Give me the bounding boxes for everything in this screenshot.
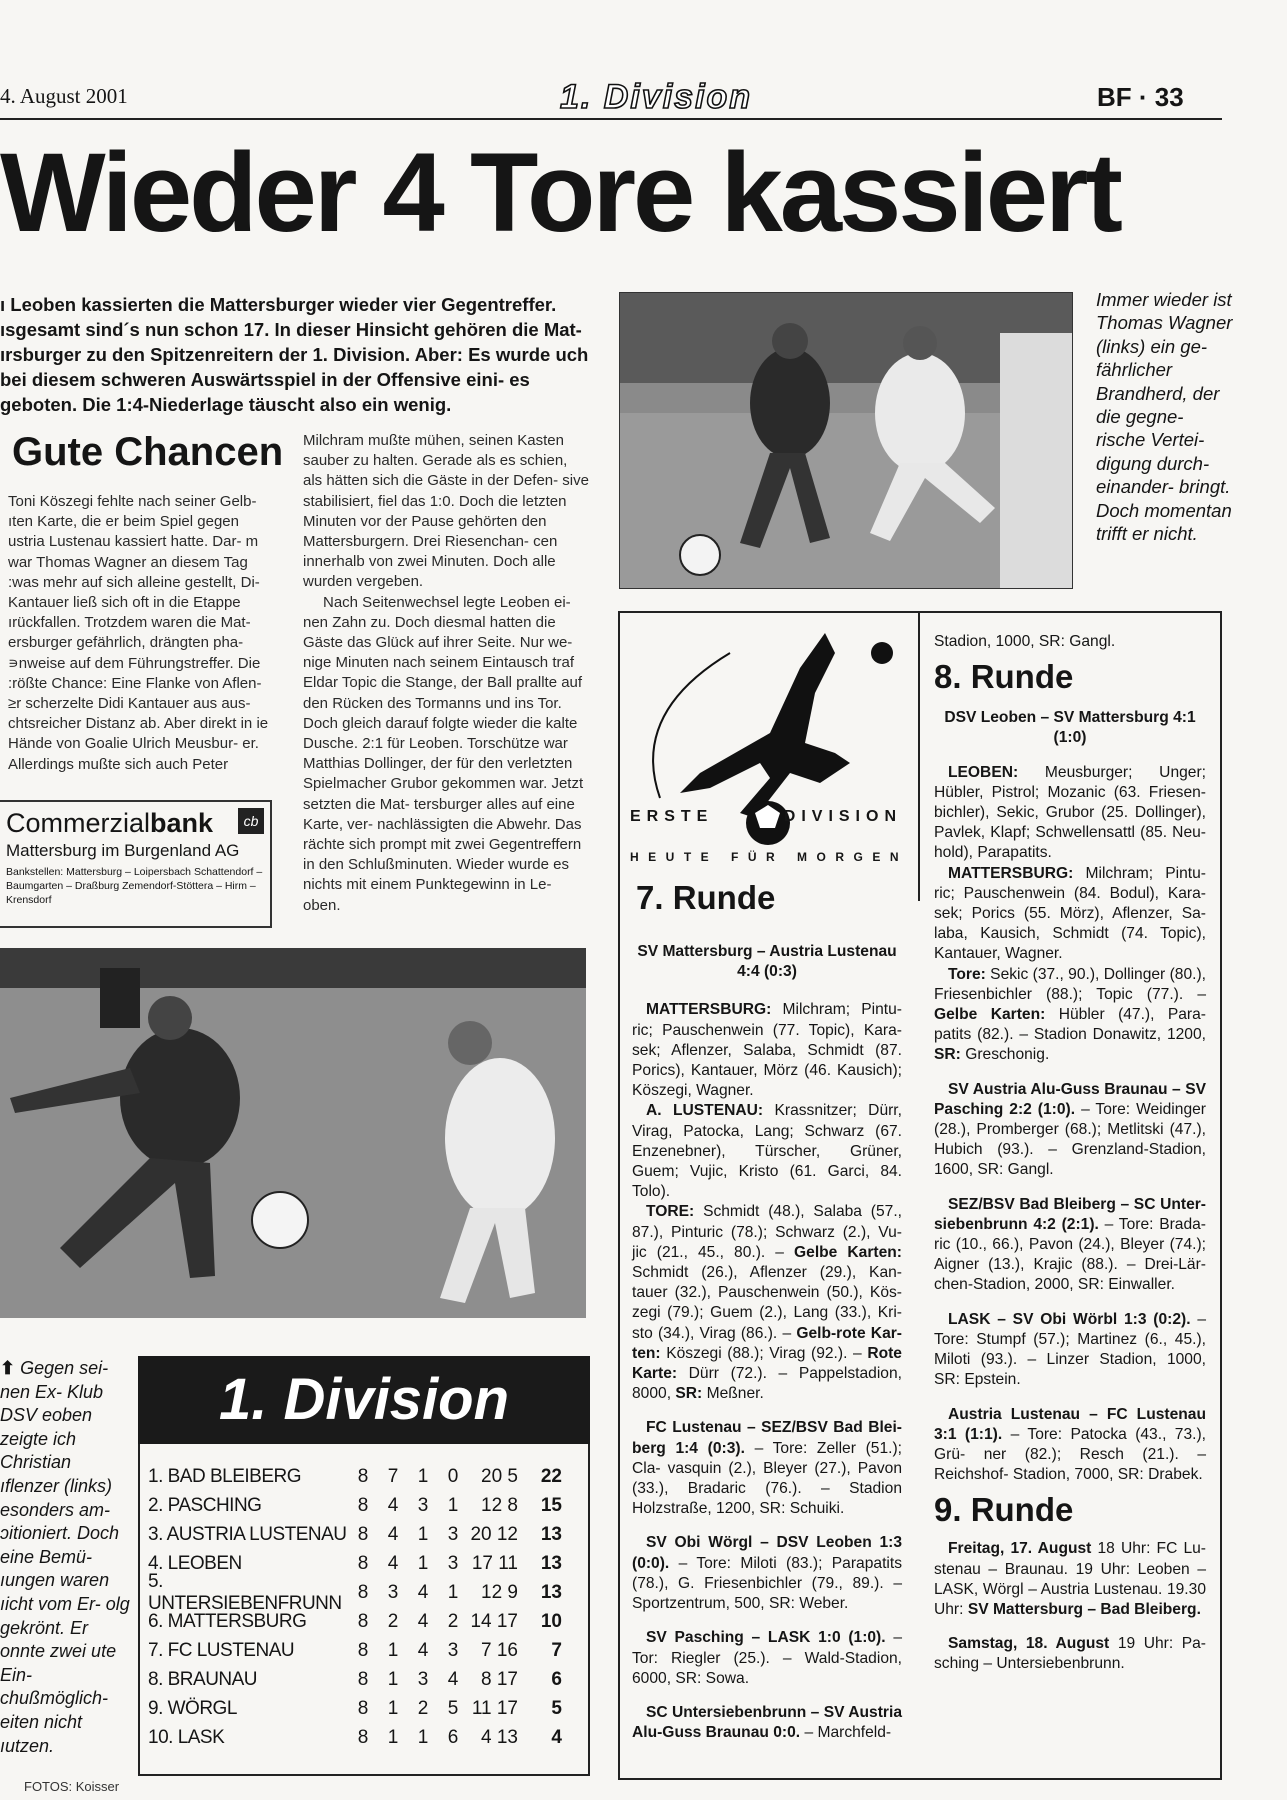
photo-caption-top: Immer wieder ist Thomas Wagner (links) ein ge- fährlicher Brandherd, der die gegne- rische Vertei- digung durch- einander- bringt. Doch momentan trifft er nicht. bbox=[1096, 289, 1233, 545]
match-title: SV Mattersburg – Austria Lustenau 4:4 (0:3) bbox=[637, 943, 897, 981]
goals: 4 13 bbox=[481, 1726, 518, 1748]
losses: 4 bbox=[447, 1668, 459, 1690]
bank-branches: Bankstellen: Mattersburg – Loipersbach Schattendorf – Baumgarten – Draßburg Zemendorf-Stöttera – Hirm – Krensdorf bbox=[6, 866, 263, 906]
team-name: 7. FC LUSTENAU bbox=[148, 1639, 295, 1661]
draws: 3 bbox=[417, 1668, 429, 1690]
round8-title: 8. Runde bbox=[934, 658, 1074, 696]
table-row bbox=[138, 1570, 590, 1614]
match-report: LEOBEN: Meusburger; Unger; Hübler, Pistrol; Mozanic (63. Friesen- bichler), Sekic, Grubor (25. Dollinger), Pavlek, Klapf; Schwellensattl (85. Neu- hold), Parapatits. bbox=[934, 763, 1206, 862]
games-played: 8 bbox=[357, 1668, 369, 1690]
draws: 1 bbox=[417, 1726, 429, 1748]
wins: 3 bbox=[387, 1581, 399, 1603]
goals: 8 17 bbox=[481, 1668, 518, 1690]
losses: 3 bbox=[447, 1523, 459, 1545]
article-paragraph: Toni Köszegi fehlte nach seiner Gelb- ıten Karte, die er beim Spiel gegen ustria Lustenau kassiert hatte. Dar- m war Thomas Wagner an diesem Tag :was mehr auf sich alleine gestellt, Di- Kantauer ließ sich oft in die Etappe ırückfallen. Trotzdem waren die Mat- ersburger gefährlich, drängten pha- ∍nweise auf dem Führungstreffer. Die :rößte Chance: Eine Flanke von Aflen- ≥r scherzelte Didi Kantauer aus aus- chtsreicher Distanz ab. Aber direkt in ie Hände von Goalie Ulrich Meusbur- er. Allerdings mußte sich auch Peter bbox=[8, 493, 269, 773]
page-number: BF · 33 bbox=[1097, 82, 1184, 112]
goals: 14 17 bbox=[470, 1610, 518, 1632]
games-played: 8 bbox=[357, 1610, 369, 1632]
match-report: Tore: Sekic (37., 90.), Dollinger (80.), Friesenbichler (88.); Topic (77.). – Gelbe Karten: Hübler (47.), Para- patits (82.). – Stadion Donawitz, 1200, SR: Greschonig. bbox=[934, 965, 1206, 1064]
wins: 1 bbox=[387, 1668, 399, 1690]
headline: Wieder 4 Tore kassiert bbox=[0, 130, 1120, 255]
points: 13 bbox=[540, 1523, 562, 1545]
round8-results bbox=[934, 632, 1206, 1675]
table-row bbox=[138, 1491, 590, 1520]
losses: 1 bbox=[447, 1581, 459, 1603]
points: 13 bbox=[540, 1552, 562, 1574]
photo-caption-bottom: ⬆ Gegen sei- nen Ex- Klub DSV eoben zeigte ich Christian ıflenzer (links) esonders am- ɔitioniert. Doch eine Bemü- ıungen waren ıicht vom Er- olg gekrönt. Er onnte zwei ute Ein- chußmöglich- eiten nicht ıutzen. bbox=[0, 1358, 130, 1756]
losses: 0 bbox=[447, 1465, 459, 1487]
standings-table bbox=[138, 1462, 590, 1752]
points: 10 bbox=[540, 1610, 562, 1632]
draws: 4 bbox=[417, 1639, 429, 1661]
games-played: 8 bbox=[357, 1523, 369, 1545]
match-report: SEZ/BSV Bad Bleiberg – SC Unter- siebenbrunn 4:2 (2:1). – Tore: Brada- ric (10., 66.), Pavon (24.), Bleyer (74.); Aigner (13.), Krajic (88.). – Drei-Lär- chen-Stadion, 2000, SR: Einwaller. bbox=[934, 1195, 1207, 1294]
logo-wordmark: ERSTE DIVISION bbox=[630, 808, 902, 825]
arrow-up-icon: ⬆ bbox=[0, 1358, 21, 1378]
results-divider bbox=[918, 611, 920, 901]
table-row bbox=[138, 1723, 590, 1752]
losses: 6 bbox=[447, 1726, 459, 1748]
match-report: LASK – SV Obi Wörbl 1:3 (0:2). – Tore: Stumpf (57.); Martinez (6., 45.), Miloti (93.). – Linzer Stadion, 1000, SR: Epstein. bbox=[934, 1310, 1206, 1389]
draws: 3 bbox=[417, 1494, 429, 1516]
points: 6 bbox=[551, 1668, 562, 1690]
points: 4 bbox=[551, 1726, 562, 1748]
fixtures: Freitag, 17. August 18 Uhr: FC Lu- stenau – Braunau. 19 Uhr: Leoben – LASK, Wörgl – Austria Lustenau. 19.30 Uhr: SV Mattersburg – Bad Bleiberg. bbox=[934, 1540, 1206, 1618]
bank-advertisement bbox=[0, 800, 272, 928]
team-name: 9. WÖRGL bbox=[148, 1697, 237, 1719]
games-played: 8 bbox=[357, 1581, 369, 1603]
games-played: 8 bbox=[357, 1726, 369, 1748]
round7-results bbox=[632, 942, 902, 1743]
fixtures: Samstag, 18. August 19 Uhr: Pa- sching – Untersiebenbrunn. bbox=[934, 1635, 1206, 1673]
goals: 20 5 bbox=[481, 1465, 518, 1487]
team-name: 3. AUSTRIA LUSTENAU bbox=[148, 1523, 347, 1545]
points: 7 bbox=[551, 1639, 562, 1661]
goals: 12 9 bbox=[481, 1581, 518, 1603]
table-row bbox=[138, 1607, 590, 1636]
wins: 4 bbox=[387, 1523, 399, 1545]
draws: 2 bbox=[417, 1697, 429, 1719]
points: 13 bbox=[540, 1581, 562, 1603]
table-row bbox=[138, 1694, 590, 1723]
team-name: 6. MATTERSBURG bbox=[148, 1610, 307, 1632]
wins: 1 bbox=[387, 1639, 399, 1661]
wins: 7 bbox=[387, 1465, 399, 1487]
match-report: A. LUSTENAU: Krassnitzer; Dürr, Virag, Patocka, Lang; Schwarz (67. Enzenebner), Türscher, Grüner, Guem; Vujic, Kristo (61. Garci, 84. Tolo). bbox=[632, 1102, 902, 1201]
team-name: 2. PASCHING bbox=[148, 1494, 262, 1516]
match-report: SV Obi Wörgl – DSV Leoben 1:3 (0:0). – Tore: Miloti (83.); Parapatits (78.), G. Friesenbichler (79., 89.). – Sportzentrum, 500, SR: Weber. bbox=[632, 1534, 902, 1613]
team-name: 1. BAD BLEIBERG bbox=[148, 1465, 302, 1487]
section-title: 1. Division bbox=[560, 78, 753, 116]
match-report: SV Pasching – LASK 1:0 (1:0). – Tor: Riegler (25.). – Wald-Stadion, 6000, SR: Sowa. bbox=[632, 1629, 902, 1687]
draws: 4 bbox=[417, 1581, 429, 1603]
losses: 2 bbox=[447, 1610, 459, 1632]
wins: 1 bbox=[387, 1726, 399, 1748]
match-report: SC Untersiebenbrunn – SV Austria Alu-Guss Braunau 0:0. – Marchfeld- bbox=[632, 1703, 902, 1742]
division-banner: 1. Division bbox=[138, 1356, 590, 1444]
points: 15 bbox=[540, 1494, 562, 1516]
erste-division-logo bbox=[620, 613, 917, 869]
round9-title: 9. Runde bbox=[934, 1491, 1074, 1529]
wins: 4 bbox=[387, 1494, 399, 1516]
team-name: 5. UNTERSIEBENFRUNN bbox=[148, 1570, 342, 1614]
header-rule bbox=[0, 118, 1222, 120]
team-name: 8. BRAUNAU bbox=[148, 1668, 258, 1690]
match-report: Austria Lustenau – FC Lustenau 3:1 (1:1). – Tore: Patocka (43., 73.), Grü- ner (82.); Resch (21.). – Reichshof- Stadion, 7000, SR: Drabek. bbox=[934, 1405, 1206, 1484]
logo-slogan: HEUTE FÜR MORGEN bbox=[630, 850, 908, 864]
points: 22 bbox=[540, 1465, 562, 1487]
bank-location: Mattersburg im Burgenland AG bbox=[6, 841, 240, 860]
table-row bbox=[138, 1665, 590, 1694]
games-played: 8 bbox=[357, 1552, 369, 1574]
subheading: Gute Chancen bbox=[12, 430, 284, 474]
match-photo-bottom bbox=[0, 948, 586, 1318]
table-row bbox=[138, 1636, 590, 1665]
match-report: MATTERSBURG: Milchram; Pintu- ric; Pauschenwein (84. Bodul), Kara- sek; Porics (55. Mörz), Aflenzer, Sa- laba, Kausich, Schmidt (74. Topic), Kantauer, Wagner. bbox=[934, 864, 1206, 963]
draws: 1 bbox=[417, 1523, 429, 1545]
goals: 20 12 bbox=[470, 1523, 518, 1545]
match-report: MATTERSBURG: Milchram; Pintu- ric; Pauschenwein (77. Topic), Kara- sek; Aflenzer, Salaba, Schmidt (87. Porics), Kantauer, Mörz (46. Kausich); Köszegi, Wagner. bbox=[632, 1001, 902, 1100]
article-column-2 bbox=[303, 431, 589, 916]
lead-paragraph: ı Leoben kassierten die Mattersburger wieder vier Gegentreffer. ısgesamt sind´s nun schon 17. In dieser Hinsicht gehören die Mat- ırsburger zu den Spitzenreitern der 1. Division. Aber: Es wurde uch bei diesem schweren Auswärtsspiel in der Offensive eini- es geboten. Die 1:4-Niederlage täuscht also ein wenig. bbox=[0, 294, 589, 415]
goals: 12 8 bbox=[481, 1494, 518, 1516]
games-played: 8 bbox=[357, 1639, 369, 1661]
article-paragraph: Nach Seitenwechsel legte Leoben ei- nen Zahn zu. Doch diesmal hatten die Gäste das Glück auf ihrer Seite. Nur we- nige Minuten nach seinem Eintausch traf Eldar Topic die Stange, der Ball prallte auf den Rücken des Tormanns und ins Tor. Doch gleich darauf folgte wieder die kalte Dusche. 2:1 für Leoben. Torschütze war Matthias Dollinger, der für den verletzten Spielmacher Grubor gekommen war. Jetzt setzten die Mat- tersburger alles auf eine Karte, ver- nachlässigten die Abwehr. Das rächte sich prompt mit zwei Gegentreffern in den Schlußminuten. Wieder wurde es nichts mit einem Punktegewinn in Le- oben. bbox=[303, 593, 584, 914]
games-played: 8 bbox=[357, 1697, 369, 1719]
games-played: 8 bbox=[357, 1494, 369, 1516]
table-row bbox=[138, 1520, 590, 1549]
photo-credit: FOTOS: Koisser bbox=[24, 1779, 120, 1794]
losses: 5 bbox=[447, 1697, 459, 1719]
losses: 3 bbox=[447, 1639, 459, 1661]
team-name: 4. LEOBEN bbox=[148, 1552, 242, 1574]
goals: 11 17 bbox=[471, 1697, 518, 1719]
table-row bbox=[138, 1462, 590, 1491]
wins: 4 bbox=[387, 1552, 399, 1574]
round7-title: 7. Runde bbox=[636, 879, 776, 916]
match-title: DSV Leoben – SV Mattersburg 4:1 (1:0) bbox=[944, 709, 1196, 747]
draws: 4 bbox=[417, 1610, 429, 1632]
team-name: 10. LASK bbox=[148, 1726, 225, 1748]
bank-brand: Commerzialbank bbox=[6, 808, 214, 838]
goals: 7 16 bbox=[481, 1639, 518, 1661]
games-played: 8 bbox=[357, 1465, 369, 1487]
bank-logo-icon: cb bbox=[238, 808, 264, 834]
match-report: TORE: Schmidt (48.), Salaba (57., 87.), Pinturic (78.); Schwarz (2.), Vu- jic (21., 45., 80.). – Gelbe Karten: Schmidt (26.), Aflenzer (29.), Kan- tauer (32.), Pauschenwein (50.), Kös- zegi (79.); Guem (2.), Lang (33.), Kri- sto (34.), Virag (86.). – Gelb-rote Kar- ten: Köszegi (88.); Virag (92.). – Rote Karte: Dürr (72.). – Pappelstadion, 8000, SR: Meßner. bbox=[632, 1203, 903, 1403]
losses: 3 bbox=[447, 1552, 459, 1574]
points: 5 bbox=[551, 1697, 562, 1719]
goals: 17 11 bbox=[471, 1552, 518, 1574]
article-column-1 bbox=[8, 492, 270, 775]
draws: 1 bbox=[417, 1465, 429, 1487]
wins: 1 bbox=[387, 1697, 399, 1719]
losses: 1 bbox=[447, 1494, 459, 1516]
match-report: FC Lustenau – SEZ/BSV Bad Blei- berg 1:4 (0:3). – Tore: Zeller (51.); Cla- vasquin (2.), Bleyer (27.), Pavon (33.), Bradaric (76.). – Stadion Holzstraße, 1200, SR: Schuiki. bbox=[632, 1419, 902, 1518]
wins: 2 bbox=[387, 1610, 399, 1632]
issue-date: 4. August 2001 bbox=[0, 84, 128, 108]
match-photo-top bbox=[619, 292, 1073, 589]
article-paragraph: Milchram mußte mühen, seinen Kasten sauber zu halten. Gerade als es schien, als hätten sich die Gäste in der Defen- sive stabilisiert, fiel das 1:0. Doch die letzten Minuten vor der Pause gehörten den Mattersburgern. Drei Riesenchan- cen innerhalb von zwei Minuten. Doch alle wurden vergeben. bbox=[303, 432, 589, 591]
draws: 1 bbox=[417, 1552, 429, 1574]
match-report-carry: Stadion, 1000, SR: Gangl. bbox=[934, 633, 1116, 650]
match-report: SV Austria Alu-Guss Braunau – SV Pasching 2:2 (1:0). – Tore: Weidinger (28.), Promberger (68.); Metlitski (47.), Hubich (93.). – Grenzland-Stadion, 1600, SR: Gangl. bbox=[934, 1080, 1206, 1179]
